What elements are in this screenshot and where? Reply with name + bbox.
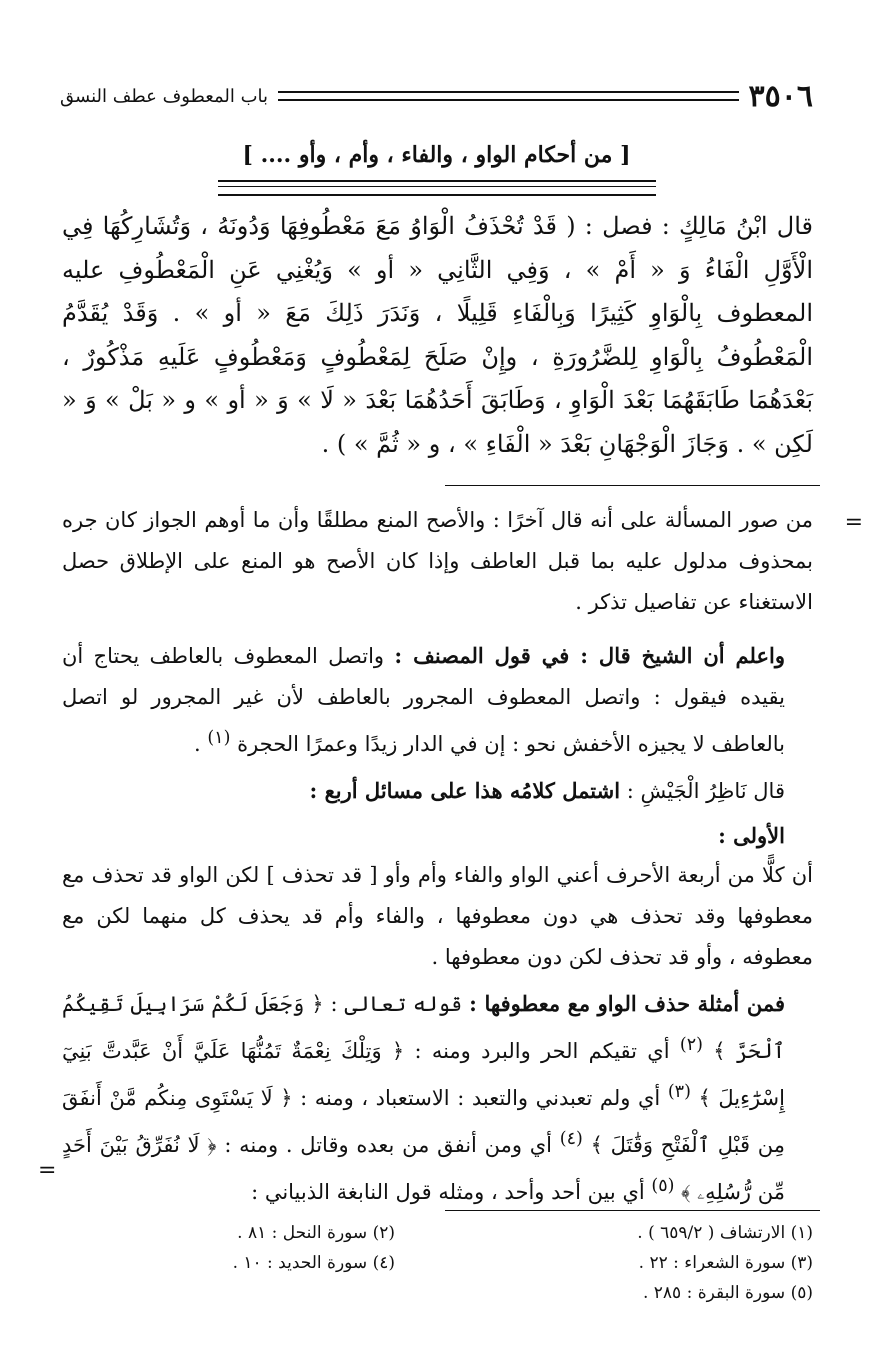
paragraph-6-a: قوله تعالى : xyxy=(330,992,463,1016)
quran-quote-1: ﴿ وَجَعَلَ لَكُمْ سَرَابِيلَ تَقِيكُمُ ٱلْحَرَّ ﴾ xyxy=(62,992,785,1063)
matn-text xyxy=(62,205,813,466)
paragraph-6-c: أي ولم تعبدني والتعبد : الاستعباد ، ومنه : xyxy=(300,1086,661,1110)
section-rule xyxy=(218,180,656,196)
page-number: ٣٥٠٦ xyxy=(748,78,813,114)
matn-body: قَدْ تُحْذَفُ الْوَاوُ مَعَ مَعْطُوفِهَا وَدُونَهُ ، وَتُشَارِكُهَا فِي الْأَوَّلِ الْفَاءُ وَ « أَمْ » ، وَفِي الثَّانِي « أو » وَيُغْنِي عَنِ الْمَعْطُوفِ عليه المعطوف بِالْوَاوِ كَثِيرًا وَبِالْفَاءِ قَلِيلًا ، وَنَدَرَ ذَلِكَ مَعَ « أو » . وَقَدْ يُقَدَّمُ الْمَعْطُوفُ بِالْوَاوِ لِلضَّرُورَةِ ، وإِنْ صَلَحَ لِمَعْطُوفٍ وَمَعْطُوفٍ عَلَيهِ مَذْكُورٌ ، بَعْدَهُمَا طَابَقَهُمَا بَعْدَ الْوَاوِ ، وَطَابَقَ أَحَدُهُمَا بَعْدَ « لَا » وَ « أو » و « بَلْ » وَ « لَكِن » . وَجَازَ الْوَجْهَانِ بَعْدَ « الْفَاءِ » ، و « ثُمَّ » ) . xyxy=(62,212,813,458)
paragraph-3 xyxy=(62,770,813,812)
paragraph-6-e: أي بين أحد وأحد ، ومثله قول النابغة الذبياني : xyxy=(251,1180,645,1204)
issue-heading: الأولى : xyxy=(718,823,785,848)
section-title: [ من أحكام الواو ، والفاء ، وأم ، وأو .... ] xyxy=(242,142,631,168)
paragraph-2-text: واتصل المعطوف بالعاطف يحتاج أن يقيده فيقول : واتصل المعطوف المجرور بالعاطف لأن غير المجرور لو اتصل بالعاطف لا يجيزه الأخفش نحو : إن في الدار زيدًا وعمرًا الحجرة xyxy=(62,644,785,756)
quran-quote-4: ﴿ لَا نُفَرِّقُ بَيْنَ أَحَدٍ مِّن رُّسُلِهِۦ ﴾ xyxy=(62,1133,785,1204)
footnote-2: (٢) سورة النحل : ٨١ . xyxy=(237,1223,395,1243)
quran-quote-3: ﴿ لَا يَسْتَوِى مِنكُم مَّنْ أَنفَقَ مِن قَبْلِ ٱلْفَتْحِ وَقَٰتَلَ ﴾ xyxy=(62,1086,785,1157)
paragraph-2-lead: واعلم أن الشيخ قال : في قول المصنف : xyxy=(394,643,785,668)
footnote-4: (٤) سورة الحديد : ١٠ . xyxy=(232,1253,395,1273)
running-title: باب المعطوف عطف النسق xyxy=(60,85,269,107)
footnote-ref-5: (٥) xyxy=(651,1176,675,1196)
paragraph-2: واعلم أن الشيخ قال : في قول المصنف : واتصل المعطوف بالعاطف يحتاج أن يقيده فيقول : واتصل المعطوف المجرور بالعاطف لأن غير المجرور لو اتصل بالعاطف لا يجيزه الأخفش نحو : إن في الدار زيدًا وعمرًا الحجرة $^{(١)}$ . xyxy=(62,643,785,756)
paragraph-5-text: أن كلًّا من أربعة الأحرف أعني الواو والفاء وأم وأو [ قد تحذف ] لكن الواو قد تحذف مع معطوفها وقد تحذف هي دون معطوفها ، والفاء وأم قد يحذف كل منهما لكن مع معطوفه ، وأو قد تحذف لكن دون معطوفها . xyxy=(62,863,813,969)
paragraph-6-lead: فمن أمثلة حذف الواو مع معطوفها : xyxy=(469,991,786,1016)
paragraph-4 xyxy=(62,815,813,856)
footnote-ref-4: (٤) xyxy=(559,1129,583,1149)
continuation-mark-start: = xyxy=(844,510,863,535)
paragraph-1-text: من صور المسألة على أنه قال آخرًا : والأصح المنع مطلقًا وأن ما أوهم الجواز كان جره بمحذوف مدلول عليه بما قبل العاطف وإذا كان الأصح هو المنع على الإطلاق حصل الاستغناء عن تفاصيل تذكر . xyxy=(62,508,813,614)
footnote-3: (٣) سورة الشعراء : ٢٢ . xyxy=(638,1253,813,1273)
paragraph-6 xyxy=(62,983,813,1213)
footnote-1: (١) الارتشاف ( ٦٥٩/٢ ) . xyxy=(637,1223,813,1243)
paragraph-6-b: أي تقيكم الحر والبرد ومنه : xyxy=(414,1039,670,1063)
paragraph-5 xyxy=(62,855,813,978)
quran-quote-2: ﴿ وَتِلْكَ نِعْمَةٌ تَمُنُّهَا عَلَيَّ أَنْ عَبَّدتَّ بَنِيٓ إِسْرَٰٓءِيلَ ﴾ xyxy=(62,1039,785,1110)
footnote-rule xyxy=(445,1210,820,1211)
author-name: قال نَاظِرُ الْجَيْشِ : xyxy=(626,779,785,803)
header-rule xyxy=(278,91,739,101)
continuation-mark-end: = xyxy=(38,1158,57,1183)
matn-intro: قال ابْنُ مَالِكٍ : فصل : ( xyxy=(566,212,814,240)
footnote-5: (٥) سورة البقرة : ٢٨٥ . xyxy=(642,1283,813,1303)
footnote-ref-2: (٢) xyxy=(679,1035,703,1055)
footnote-ref-3: (٣) xyxy=(667,1082,691,1102)
footnote-ref-1: (١) xyxy=(207,728,231,748)
paragraph-1 xyxy=(62,500,813,623)
matn-rule xyxy=(445,485,820,486)
page-header xyxy=(60,76,813,116)
paragraph-3-text: اشتمل كلامُه هذا على مسائل أربع : xyxy=(309,778,621,803)
paragraph-6-d: أي ومن أنفق من بعده وقاتل . ومنه : xyxy=(224,1133,553,1157)
